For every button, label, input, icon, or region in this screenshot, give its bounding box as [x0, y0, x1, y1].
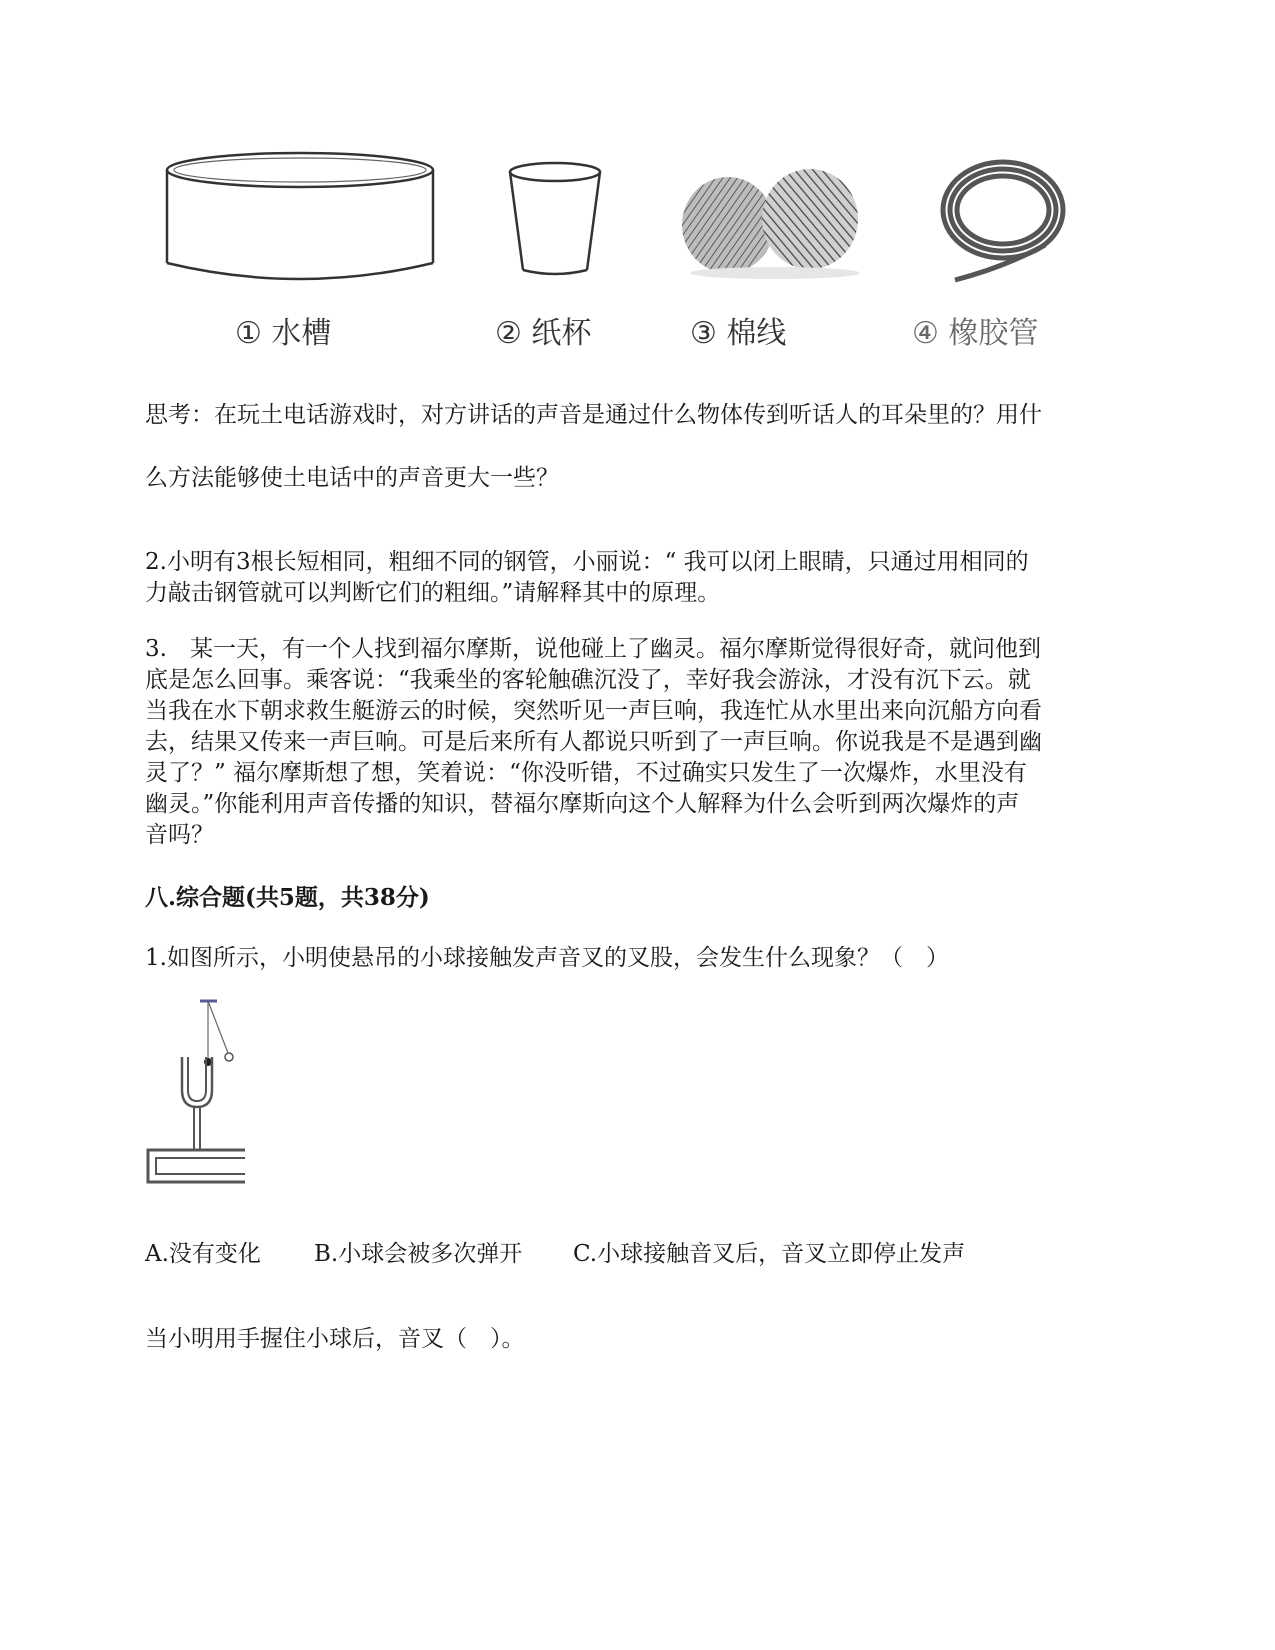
q8-1-text: 1.如图所示，小明使悬吊的小球接触发声音叉的叉股，会发生什么现象？（ ）: [145, 945, 949, 971]
figure-label-3: ③ 棉线: [690, 316, 787, 351]
q3-line-3: 当我在水下朝求救生艇游云的时候，突然听见一声巨响，我连忙从水里出来向沉船方向看: [145, 698, 1042, 724]
q3-line-4: 去，结果又传来一声巨响。可是后来所有人都说只听到了一声巨响。你说我是不是遇到幽: [145, 729, 1042, 755]
q3-line-1: 3. 某一天，有一个人找到福尔摩斯，说他碰上了幽灵。福尔摩斯觉得很好奇，就问他到: [145, 636, 1041, 662]
option-a: A.没有变化: [145, 1241, 261, 1267]
q2-line-1: 2.小明有3根长短相同，粗细不同的钢管，小丽说：“ 我可以闭上眼睛，只通过用相同的: [145, 549, 1029, 575]
think-line-1: 思考：在玩土电话游戏时，对方讲话的声音是通过什么物体传到听话人的耳朵里的？用什: [145, 402, 1042, 428]
option-c: C.小球接触音叉后，音叉立即停止发声: [573, 1241, 966, 1267]
cotton-thread-image: [680, 165, 865, 280]
q3-line-2: 底是怎么回事。乘客说：“我乘坐的客轮触礁沉没了，幸好我会游泳，才没有沉下云。就: [145, 667, 1031, 693]
section-heading: 八.综合题(共5题，共38分): [145, 884, 430, 911]
q3-line-6: 幽灵。”你能利用声音传播的知识，替福尔摩斯向这个人解释为什么会听到两次爆炸的声: [145, 791, 1020, 817]
tuning-fork-image: [145, 995, 250, 1190]
q8-1-follow-up: 当小明用手握住小球后，音叉（ ）。: [145, 1326, 525, 1352]
option-b: B.小球会被多次弹开: [314, 1241, 523, 1267]
q2-line-2: 力敲击钢管就可以判断它们的粗细。”请解释其中的原理。: [145, 580, 721, 606]
water-trough-image: [160, 145, 440, 285]
figure-label-1: ① 水槽: [235, 316, 332, 351]
q3-line-7: 音吗？: [145, 822, 214, 848]
think-line-2: 么方法能够使土电话中的声音更大一些？: [145, 465, 559, 491]
rubber-tube-image: [935, 155, 1070, 285]
q3-line-5: 灵了？” 福尔摩斯想了想，笑着说：“你没听错，不过确实只发生了一次爆炸，水里没有: [145, 760, 1027, 786]
figure-label-2: ② 纸杯: [495, 316, 592, 351]
figure-label-4: ④ 橡胶管: [912, 316, 1039, 351]
paper-cup-image: [505, 160, 605, 280]
